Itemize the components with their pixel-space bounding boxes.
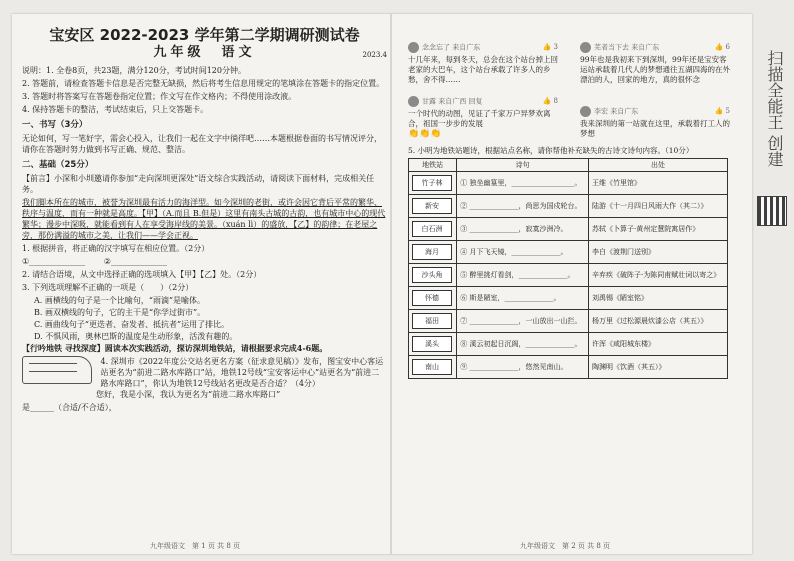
question-2: 2. 请结合语境，从文中选择正确的选项填入【甲】【乙】处。（2分） <box>22 270 262 279</box>
train-icon <box>22 356 92 384</box>
instruction-2: 2. 答题前，请检查答题卡信息是否完整无缺损，然后将考生信息用规定的笔填涂在答题卡的指定位置。 <box>22 79 385 88</box>
poetry-table <box>408 158 728 379</box>
poem-source: 许浑《咸阳城东楼》 <box>589 333 728 356</box>
comment-user: 李宏 来自广东 <box>594 107 639 116</box>
option-a: A. 画横线的句子是一个比喻句，“雨滴”是喻体。 <box>34 296 206 305</box>
poem-line[interactable]: ④ 月下飞天镜，______________。 <box>457 241 589 264</box>
poem-line[interactable]: ⑤ 醉里挑灯看剑，______________。 <box>457 264 589 287</box>
question-4-reply: 您好，我是小深，我认为更名为“前进二路水库路口” <box>96 390 281 399</box>
header-source: 出处 <box>589 159 728 172</box>
like-count[interactable]: 👍 3 <box>542 43 558 51</box>
comment-user: 念念忘了 来自广东 <box>422 43 481 52</box>
poem-line[interactable]: ⑨ ______________，悠然见南山。 <box>457 356 589 379</box>
station-sign: 沙头角 <box>412 267 452 283</box>
section-1-text: 无论如何，写一笔好字，需会心投入，让我们一起在文字中徜徉吧……本题根据卷面的书写情况评分，请你在答题时努力做到书写正确、规范、整洁。 <box>22 134 382 154</box>
section-1-title: 一、书写（3分） <box>22 120 88 130</box>
station-sign: 竹子林 <box>412 175 452 191</box>
header-line: 诗句 <box>457 159 589 172</box>
table-row <box>409 356 728 379</box>
question-4-block <box>22 356 387 389</box>
table-row <box>409 218 728 241</box>
comment-user: 甘露 来自广西 <box>422 97 467 106</box>
section-2-intro: 【前言】小深和小圳邀请你参加“走向深圳更深处”语文综合实践活动，请阅读下面材料，完成相关任务。 <box>22 174 375 194</box>
exam-date: 2023.4 <box>362 51 387 59</box>
station-sign: 溪头 <box>412 336 452 352</box>
comment-text: 一个时代的动图，见证了千家万户异梦欢离合，祖国一步步的发展 <box>408 109 551 128</box>
blank-1[interactable]: ① <box>22 257 30 266</box>
instructions <box>22 65 387 115</box>
like-count[interactable]: 👍 5 <box>714 107 730 115</box>
comment-section <box>408 42 748 139</box>
clap-icon: 👏👏👏 <box>408 129 442 139</box>
poem-line[interactable]: ⑧ 溪云初起日沉阁，______________。 <box>457 333 589 356</box>
option-b: B. 画双横线的句子，它的主干是“你学过街市”。 <box>34 308 206 317</box>
poem-source: 苏轼《卜算子·黄州定慧院寓居作》 <box>589 218 728 241</box>
comment-text: 我来深圳的第一站就在这里，承载着打工人的梦想 <box>580 119 730 138</box>
question-1: 1. 根据拼音，将正确的汉字填写在相应位置。（2分） <box>22 244 210 253</box>
question-5: 5. 小明为地铁站题诗，根据站点名称，请你帮他补充缺失的古诗文诗句内容。（10分） <box>408 146 694 155</box>
instruction-4: 4. 保持答题卡的整洁，考试结束后，只上交答题卡。 <box>22 105 209 114</box>
qr-code-icon <box>757 196 787 226</box>
poem-line[interactable]: ② ______________，尚思为国戍轮台。 <box>457 195 589 218</box>
header-station: 地铁站 <box>409 159 457 172</box>
right-page <box>408 42 748 379</box>
question-4: 4. 深圳市《2022年度公交站名更名方案（征求意见稿）》发布，图宝安中心客运站更名为“前进二路水库路口”站，地铁12号线“宝安客运中心”站更名为“前进二路水库路口”，你认为地铁12号线站名更改是否合适？（4分） <box>100 357 384 388</box>
scanner-watermark: 扫描全能王 创建 <box>765 50 784 168</box>
station-sign: 新安 <box>412 198 452 214</box>
blank-2[interactable]: ② <box>103 257 111 266</box>
station-sign: 海月 <box>412 244 452 260</box>
poem-line[interactable]: ⑥ 斯是陋室，______________。 <box>457 287 589 310</box>
left-page <box>22 26 387 415</box>
poem-line[interactable]: ⑦ ______________，一山放出一山拦。 <box>457 310 589 333</box>
comment-user: 芜者当下去 来自广东 <box>594 43 660 52</box>
poem-source: 李白《渡荆门送别》 <box>589 241 728 264</box>
instruction-1: 说明：1. 全卷8页，共23题，满分120分，考试时间120分钟。 <box>22 66 246 75</box>
table-row <box>409 195 728 218</box>
avatar <box>408 96 419 107</box>
question-4-blank[interactable]: 是______（合适/不合适）， <box>22 403 117 412</box>
comment-4 <box>580 106 730 139</box>
poem-source: 辛弃疾《破阵子·为陈同甫赋壮词以寄之》 <box>589 264 728 287</box>
right-footer: 九年级语文 第 2 页 共 8 页 <box>520 542 611 550</box>
table-row <box>409 264 728 287</box>
poem-source: 陶渊明《饮酒（其五）》 <box>589 356 728 379</box>
avatar <box>580 42 591 53</box>
instruction-3: 3. 答题时将答案写在答题卷指定位置；作文写在作文格内；不得使用涂改液。 <box>22 92 297 101</box>
poem-source: 杨万里《过松源晨炊漆公店（其五）》 <box>589 310 728 333</box>
station-sign: 白石洲 <box>412 221 452 237</box>
exam-subtitle: 九年级 语文 <box>153 45 256 60</box>
reading-passage: 我们脚本所在的城市，被誉为深圳最有活力的海洋型。如今深圳的老街，或许会因它背后平常的繁华、秩序与温度，而有一种就是高度。【甲】（A.而且 B.但是）这里有南头古城的古韵，也有城市中心的现代繁华；漫步中深吸，就能看到有人在享受海岸线的美景。（xuán lì）的盛放，【乙】的韵律；在老屋之旁，那份满溢的城市之美，让我们——学会正视。 <box>22 198 386 240</box>
task-heading: 【行吟地铁 寻找深度】圆读本次实践活动，探访深圳地铁站，请根据要求完成4-6题。 <box>22 343 328 353</box>
avatar <box>580 106 591 117</box>
page-fold <box>390 14 392 554</box>
option-c: C. 画曲线句子“更迭者、奋发者、抵抗者”运用了排比。 <box>34 320 230 329</box>
avatar <box>408 42 419 53</box>
table-row <box>409 287 728 310</box>
comment-3 <box>408 96 558 139</box>
like-count[interactable]: 👍 8 <box>542 97 558 105</box>
comment-1 <box>408 42 558 85</box>
poem-source: 刘禹锡《陋室铭》 <box>589 287 728 310</box>
poem-line[interactable]: ③ ______________，寂寞沙洲冷。 <box>457 218 589 241</box>
table-row <box>409 241 728 264</box>
question-3: 3. 下列选项理解不正确的一项是（ ）（2分） <box>22 283 194 292</box>
table-row <box>409 333 728 356</box>
poem-line[interactable]: ① 独坐幽篁里，__________________。 <box>457 172 589 195</box>
table-row <box>409 310 728 333</box>
station-sign: 南山 <box>412 359 452 375</box>
exam-title: 宝安区 2022-2023 学年第二学期调研测试卷 <box>49 26 360 44</box>
reply-link[interactable]: 回复 <box>468 97 483 106</box>
poem-source: 陆游《十一月四日风雨大作（其二）》 <box>589 195 728 218</box>
comment-2 <box>580 42 730 85</box>
comment-text: 99年也是我初来下到深圳，99年还是宝安客运站承载着几代人的梦想通往五湖四海的在外漂泊的人，回家的地方，真的很怀念 <box>580 55 730 84</box>
station-sign: 怀德 <box>412 290 452 306</box>
section-2-title: 二、基础（25分） <box>22 160 94 170</box>
comment-text: 十几年来，每到冬天，总会在这个站台掉上回老家的大巴车，这个站台承载了许多人的乡愁，舍不得…… <box>408 55 558 84</box>
left-footer: 九年级语文 第 1 页 共 8 页 <box>150 542 241 550</box>
table-row <box>409 172 728 195</box>
option-d: D. 不惧风雨，奥林巴斯的温度是生动形象，活泼有趣的。 <box>34 332 238 341</box>
poem-source: 王维《竹里馆》 <box>589 172 728 195</box>
station-sign: 福田 <box>412 313 452 329</box>
like-count[interactable]: 👍 6 <box>714 43 730 51</box>
table-header <box>409 159 728 172</box>
question-1-blanks: ①______________ ②______________ <box>22 257 167 266</box>
